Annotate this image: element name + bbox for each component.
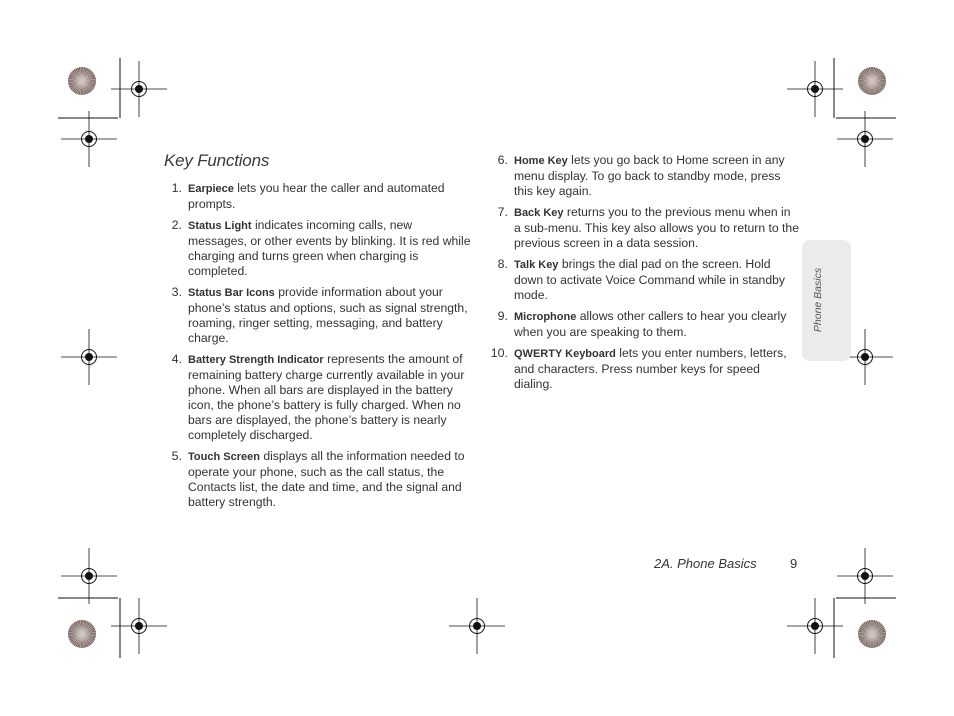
page-number: 9 <box>790 556 798 571</box>
registration-mark <box>837 548 893 604</box>
key-description: allows other callers to hear you clearly when you are speaking to them. <box>514 309 787 339</box>
key-description: represents the amount of remaining battery charge currently available in your phone. When all bars are displayed in the battery icon, the phone’s battery is fully charged. When no bars are displayed, the phone’s battery is nearly completely discharged. <box>188 352 465 442</box>
key-term: QWERTY Keyboard <box>514 348 616 360</box>
list-item <box>164 352 472 443</box>
registration-mark <box>787 61 843 117</box>
registration-mark <box>111 61 167 117</box>
key-term: Home Key <box>514 155 568 167</box>
registration-mark <box>449 598 505 654</box>
key-term: Battery Strength Indicator <box>188 354 324 366</box>
color-rosette-mark <box>858 620 886 648</box>
item-number: 2. <box>171 218 182 232</box>
key-term: Status Light <box>188 220 252 232</box>
list-item <box>164 449 472 510</box>
section-side-tab <box>802 240 851 361</box>
list-item <box>164 285 472 346</box>
item-number: 10. <box>490 346 508 360</box>
registration-mark <box>837 111 893 167</box>
key-description: lets you enter numbers, letters, and characters. Press number keys for speed dialing. <box>514 346 787 391</box>
item-number: 8. <box>497 257 508 271</box>
key-description: indicates incoming calls, new messages, or other events by blinking. It is red while charging and turns green when charging is completed. <box>188 218 471 278</box>
page-title: Key Functions <box>164 151 270 170</box>
item-number: 3. <box>171 285 182 299</box>
list-item <box>488 257 800 303</box>
key-term: Earpiece <box>188 183 234 195</box>
list-item <box>488 346 800 392</box>
key-term: Microphone <box>514 311 577 323</box>
registration-mark <box>111 598 167 654</box>
key-description: provide information about your phone’s status and options, such as signal strength, roaming, ringer setting, messaging, and battery charge. <box>188 285 468 345</box>
item-number: 5. <box>171 449 182 463</box>
registration-mark <box>61 329 117 385</box>
list-item <box>488 153 800 199</box>
key-description: displays all the information needed to operate your phone, such as the call status, the Contacts list, the date and time, and the signal and battery strength. <box>188 449 465 509</box>
registration-mark <box>61 548 117 604</box>
key-list-right <box>488 153 800 398</box>
list-item <box>488 309 800 340</box>
item-number: 6. <box>497 153 508 167</box>
key-term: Back Key <box>514 207 564 219</box>
color-rosette-mark <box>68 67 96 95</box>
registration-mark <box>61 111 117 167</box>
key-list-left <box>164 181 472 516</box>
key-description: returns you to the previous menu when in a sub-menu. This key also allows you to return to the previous screen in a data session. <box>514 205 799 250</box>
color-rosette-mark <box>858 67 886 95</box>
item-number: 1. <box>171 181 182 195</box>
key-description: brings the dial pad on the screen. Hold down to activate Voice Command while in standby mode. <box>514 257 785 302</box>
key-term: Talk Key <box>514 259 559 271</box>
list-item <box>164 218 472 279</box>
item-number: 4. <box>171 352 182 366</box>
key-term: Touch Screen <box>188 451 260 463</box>
section-side-tab-label: Phone Basics <box>812 267 824 333</box>
item-number: 9. <box>497 309 508 323</box>
key-description: lets you hear the caller and automated prompts. <box>188 181 445 211</box>
item-number: 7. <box>497 205 508 219</box>
list-item <box>164 181 472 212</box>
footer-section-title: 2A. Phone Basics <box>654 556 757 571</box>
color-rosette-mark <box>68 620 96 648</box>
list-item <box>488 205 800 251</box>
key-term: Status Bar Icons <box>188 287 275 299</box>
registration-mark <box>787 598 843 654</box>
key-description: lets you go back to Home screen in any menu display. To go back to standby mode, press this key again. <box>514 153 785 198</box>
